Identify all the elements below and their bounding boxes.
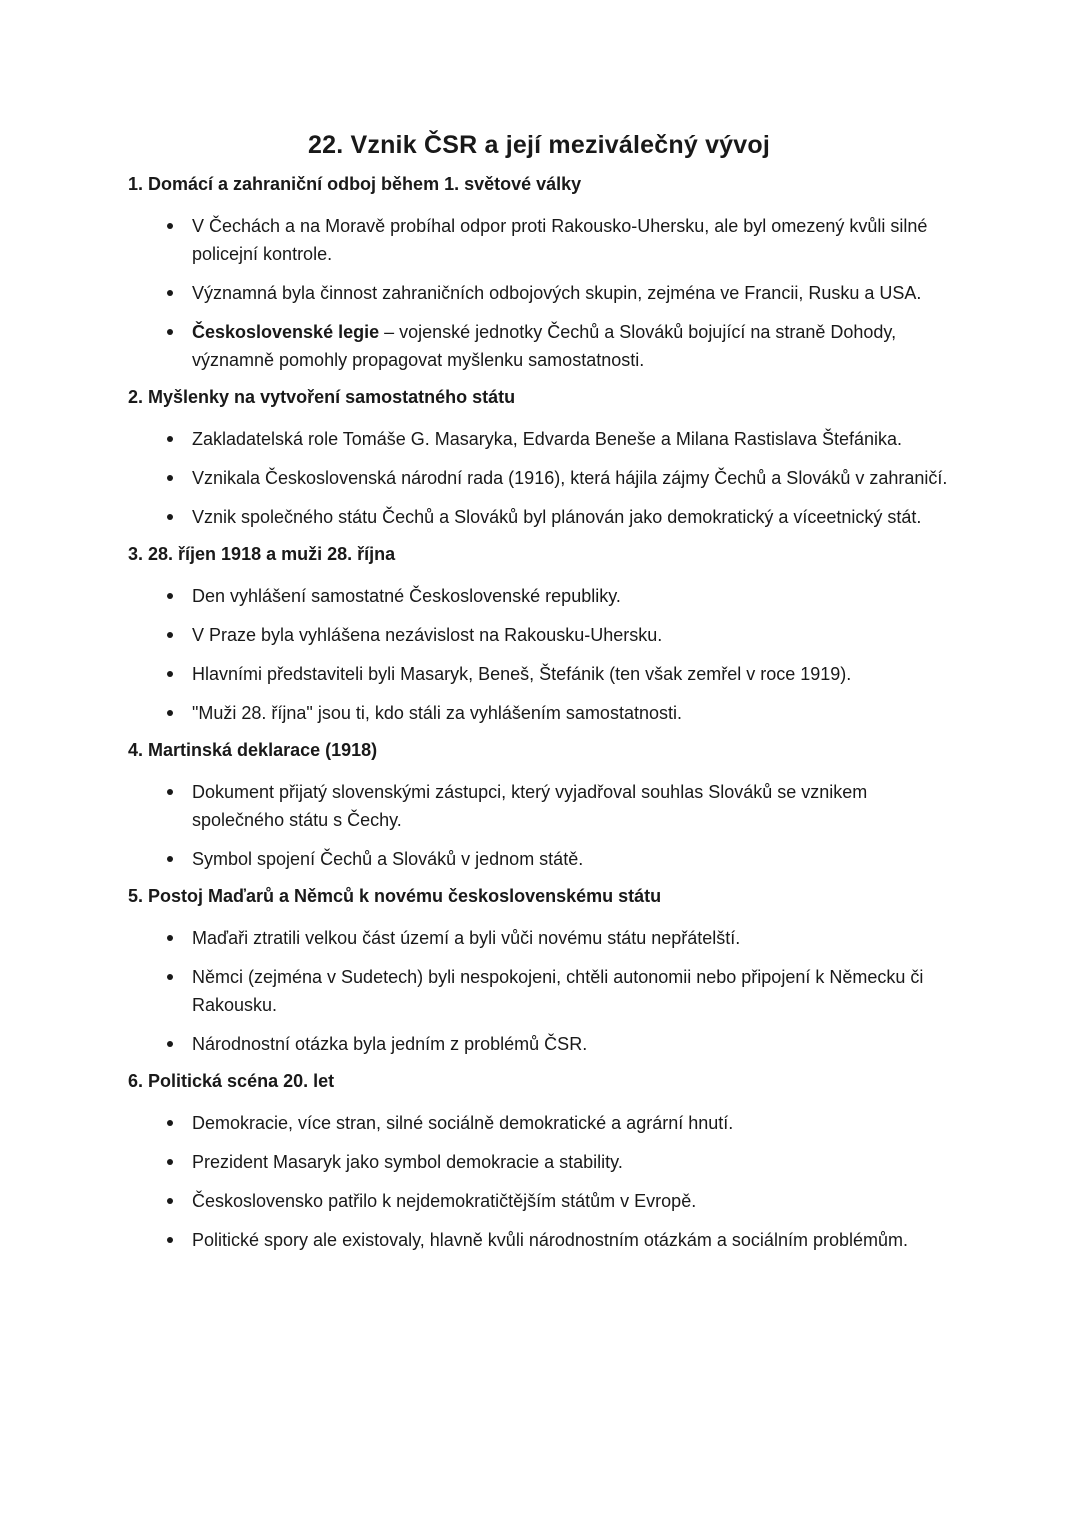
bullet-item: V Praze byla vyhlášena nezávislost na Rakousku-Uhersku. [128,621,950,649]
section-heading: 1. Domácí a zahraniční odboj během 1. světové války [128,174,582,194]
section-heading: 6. Politická scéna 20. let [128,1071,335,1091]
section-heading: 5. Postoj Maďarů a Němců k novému československému státu [128,886,662,906]
document-sections [128,172,950,1254]
bullet-item: Hlavními představiteli byli Masaryk, Beneš, Štefánik (ten však zemřel v roce 1919). [128,660,950,688]
page-title: 22. Vznik ČSR a její meziválečný vývoj [308,131,770,159]
bullet-item: "Muži 28. října" jsou ti, kdo stáli za vyhlášením samostatnosti. [128,699,950,727]
bullet-item: Symbol spojení Čechů a Slováků v jednom státě. [128,845,950,873]
bullet-item: Dokument přijatý slovenskými zástupci, který vyjadřoval souhlas Slováků se vznikem společného státu s Čechy. [128,778,950,834]
bullet-list [128,778,950,873]
section-heading: 3. 28. říjen 1918 a muži 28. října [128,544,396,564]
bullet-item: Národnostní otázka byla jedním z problémů ČSR. [128,1030,950,1058]
bullet-item: Politické spory ale existovaly, hlavně kvůli národnostním otázkám a sociálním problémům. [128,1226,950,1254]
bullet-item: Vznik společného státu Čechů a Slováků byl plánován jako demokratický a víceetnický stát. [128,503,950,531]
bullet-list [128,212,950,374]
bullet-item: Maďaři ztratili velkou část území a byli vůči novému státu nepřátelští. [128,924,950,952]
bullet-bold-term: Československé legie [192,322,380,342]
bullet-item: Prezident Masaryk jako symbol demokracie a stability. [128,1148,950,1176]
bullet-list [128,582,950,727]
bullet-item: Vznikala Československá národní rada (1916), která hájila zájmy Čechů a Slováků v zahraničí. [128,464,950,492]
bullet-item: Zakladatelská role Tomáše G. Masaryka, Edvarda Beneše a Milana Rastislava Štefánika. [128,425,950,453]
bullet-item: Československé legie – vojenské jednotky Čechů a Slováků bojující na straně Dohody, významně pomohly propagovat myšlenku samostatnosti. [128,318,950,374]
bullet-list [128,924,950,1058]
bullet-list [128,425,950,531]
bullet-item: Den vyhlášení samostatné Československé republiky. [128,582,950,610]
bullet-item: Československo patřilo k nejdemokratičtějším státům v Evropě. [128,1187,950,1215]
section-heading: 2. Myšlenky na vytvoření samostatného státu [128,387,516,407]
bullet-item: Němci (zejména v Sudetech) byli nespokojeni, chtěli autonomii nebo připojení k Německu či Rakousku. [128,963,950,1019]
section-heading: 4. Martinská deklarace (1918) [128,740,378,760]
bullet-item: V Čechách a na Moravě probíhal odpor proti Rakousko-Uhersku, ale byl omezený kvůli silné policejní kontrole. [128,212,950,268]
bullet-item: Demokracie, více stran, silné sociálně demokratické a agrární hnutí. [128,1109,950,1137]
bullet-list [128,1109,950,1254]
bullet-item: Významná byla činnost zahraničních odbojových skupin, zejména ve Francii, Rusku a USA. [128,279,950,307]
